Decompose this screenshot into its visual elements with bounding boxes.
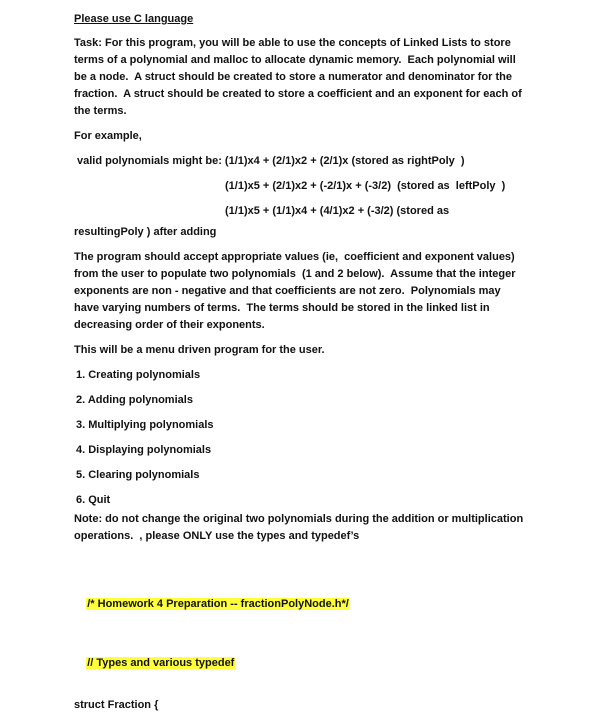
program-paragraph bbox=[74, 249, 544, 334]
types-comment-line bbox=[74, 638, 544, 689]
task-line: be a node. A struct should be created to store a numerator and denominator for the bbox=[74, 71, 513, 83]
menu-item: 1. Creating polynomials bbox=[76, 369, 201, 381]
code-comment-line bbox=[74, 579, 544, 630]
language-header: Please use C language bbox=[74, 13, 194, 25]
program-line: have varying numbers of terms. The terms should be stored in the linked list in bbox=[74, 302, 490, 314]
menu-item: 5. Clearing polynomials bbox=[76, 469, 200, 481]
task-paragraph bbox=[74, 35, 544, 120]
note-line: Note: do not change the original two polynomials during the addition or multiplication bbox=[74, 513, 524, 525]
spacer bbox=[74, 553, 544, 579]
example-line: (1/1)x5 + (1/1)x4 + (4/1)x2 + (-3/2) (stored as bbox=[225, 205, 450, 217]
program-line: The program should accept appropriate values (ie, coefficient and exponent values) bbox=[74, 251, 515, 263]
program-line: decreasing order of their exponents. bbox=[74, 319, 265, 331]
menu-intro: This will be a menu driven program for the user. bbox=[74, 344, 325, 356]
menu-item: 3. Multiplying polynomials bbox=[76, 419, 214, 431]
task-line: terms of a polynomial and malloc to allocate dynamic memory. Each polynomial will bbox=[74, 54, 516, 66]
note-paragraph bbox=[74, 511, 544, 545]
task-line: the terms. bbox=[74, 105, 127, 117]
document-body bbox=[74, 11, 544, 714]
struct-line: struct Fraction { bbox=[74, 699, 159, 711]
menu-item: 6. Quit bbox=[76, 494, 111, 506]
example-label: For example, bbox=[74, 130, 142, 142]
example-tail: resultingPoly ) after adding bbox=[74, 226, 217, 238]
example-line: (1/1)x5 + (2/1)x2 + (-2/1)x + (-3/2) (stored as leftPoly ) bbox=[225, 180, 506, 192]
note-line: operations. , please ONLY use the types and typedef’s bbox=[74, 530, 360, 542]
task-line: Task: For this program, you will be able to use the concepts of Linked Lists to store bbox=[74, 37, 511, 49]
task-line: fraction. A struct should be created to store a coefficient and an exponent for each of bbox=[74, 88, 522, 100]
menu-item: 2. Adding polynomials bbox=[76, 394, 193, 406]
code-comment: /* Homework 4 Preparation -- fractionPolyNode.h*/ bbox=[87, 598, 349, 610]
program-line: exponents are non - negative and that coefficients are not zero. Polynomials may bbox=[74, 285, 501, 297]
example-line: valid polynomials might be: (1/1)x4 + (2/1)x2 + (2/1)x (stored as rightPoly ) bbox=[77, 155, 465, 167]
menu-item: 4. Displaying polynomials bbox=[76, 444, 212, 456]
program-line: from the user to populate two polynomials (1 and 2 below). Assume that the integer bbox=[74, 268, 516, 280]
menu-list bbox=[74, 367, 544, 509]
types-comment: // Types and various typedef bbox=[87, 657, 235, 669]
